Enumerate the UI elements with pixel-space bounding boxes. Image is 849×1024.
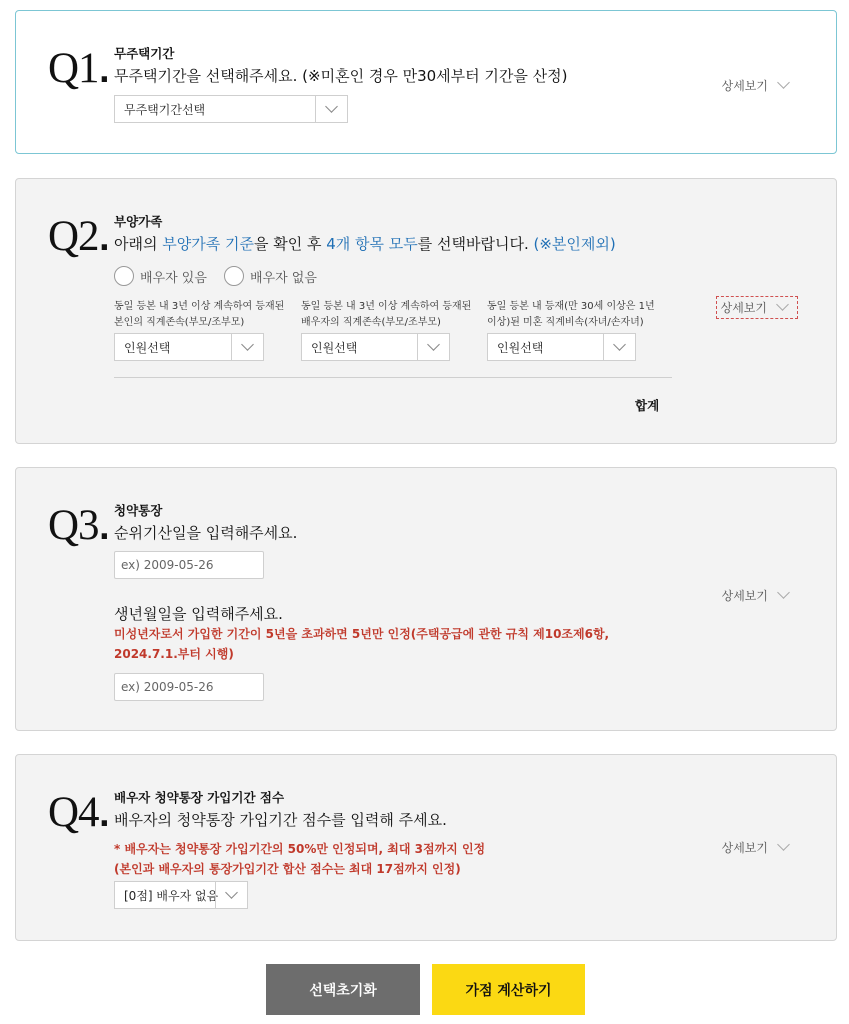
q1-title: 무주택기간 — [114, 46, 175, 61]
q4-title: 배우자 청약통장 가입기간 점수 — [114, 790, 285, 805]
descendants-select-value: 인원선택 — [497, 340, 544, 355]
chevron-down-icon — [417, 334, 449, 360]
chevron-down-icon — [603, 334, 635, 360]
radio-circle-icon — [114, 266, 134, 286]
chevron-down-icon — [776, 81, 792, 91]
q3-description: 순위기산일을 입력해주세요. — [114, 524, 298, 542]
chevron-down-icon — [215, 882, 247, 908]
detail-label: 상세보기 — [721, 841, 768, 855]
q2-detail-toggle[interactable] — [716, 296, 798, 319]
q2-title: 부양가족 — [114, 214, 163, 229]
spouse-ascendants-select-value: 인원선택 — [311, 340, 358, 355]
spouse-yes-label: 배우자 있음 — [140, 270, 207, 286]
radio-circle-icon — [224, 266, 244, 286]
q4-description: 배우자의 청약통장 가입기간 점수를 입력해 주세요. — [114, 811, 447, 829]
own-ascendants-select-value: 인원선택 — [124, 340, 171, 355]
spouse-ascendants-label: 동일 등본 내 3년 이상 계속하여 등재된 배우자의 직계존속(부모/조부모) — [301, 301, 472, 328]
q2-card — [15, 178, 837, 444]
q1-card — [15, 10, 837, 154]
detail-label: 상세보기 — [721, 589, 768, 603]
account-start-date-input[interactable] — [114, 551, 264, 579]
own-ascendants-select[interactable] — [114, 333, 264, 361]
birthdate-input[interactable] — [114, 673, 264, 701]
chevron-down-icon — [315, 96, 347, 122]
chevron-down-icon — [231, 334, 263, 360]
reset-selection-button[interactable]: 선택초기화 — [266, 964, 420, 1015]
birthdate-description: 생년월일을 입력해주세요. — [114, 605, 283, 623]
spouse-score-warning-line1: * 배우자는 청약통장 가입기간의 50%만 인정되며, 최대 3점까지 인정 — [114, 842, 486, 856]
q3-title: 청약통장 — [114, 503, 163, 518]
q1-detail-toggle[interactable] — [722, 77, 792, 94]
q1-number: Q1. — [48, 45, 109, 92]
minor-period-warning-line1: 미성년자로서 가입한 기간이 5년을 초과하면 5년만 인정(주택공급에 관한 규칙 제10조제6항, — [114, 627, 610, 641]
detail-label: 상세보기 — [720, 301, 767, 315]
q2-number: Q2. — [48, 213, 109, 260]
spouse-no-radio[interactable] — [224, 266, 317, 286]
chevron-down-icon — [775, 303, 791, 313]
minor-period-warning-line2: 2024.7.1.부터 시행) — [114, 647, 234, 661]
descendants-select[interactable] — [487, 333, 636, 361]
spouse-yes-radio[interactable] — [114, 266, 207, 286]
q2-description: 아래의 부양가족 기준을 확인 후 4개 항목 모두를 선택바랍니다. (※본인제외) — [114, 235, 616, 253]
homeless-period-select[interactable] — [114, 95, 348, 123]
chevron-down-icon — [776, 843, 792, 853]
spouse-score-warning-line2: (본인과 배우자의 통장가입기간 합산 점수는 최대 17점까지 인정) — [114, 862, 461, 876]
q3-card — [15, 467, 837, 731]
chevron-down-icon — [776, 591, 792, 601]
spouse-score-select[interactable] — [114, 881, 248, 909]
descendants-label: 동일 등본 내 등재(만 30세 이상은 1년 이상)된 미혼 직계비속(자녀/손자녀) — [487, 301, 655, 328]
q3-detail-toggle[interactable] — [722, 587, 792, 604]
q4-detail-toggle[interactable] — [722, 839, 792, 856]
q4-card — [15, 754, 837, 941]
q3-number: Q3. — [48, 502, 109, 549]
homeless-period-select-value: 무주택기간선택 — [124, 102, 206, 117]
q2-total-label: 합계 — [635, 398, 660, 413]
spouse-score-select-value: [0점] 배우자 없음 — [124, 888, 219, 903]
spouse-ascendants-select[interactable] — [301, 333, 450, 361]
q1-description: 무주택기간을 선택해주세요. (※미혼인 경우 만30세부터 기간을 산정) — [114, 67, 568, 85]
q2-divider — [114, 377, 672, 378]
calculate-score-button[interactable]: 가점 계산하기 — [432, 964, 585, 1015]
own-ascendants-label: 동일 등본 내 3년 이상 계속하여 등재된 본인의 직계존속(부모/조부모) — [114, 301, 285, 328]
q4-number: Q4. — [48, 789, 109, 836]
spouse-no-label: 배우자 없음 — [250, 270, 317, 286]
detail-label: 상세보기 — [721, 79, 768, 93]
